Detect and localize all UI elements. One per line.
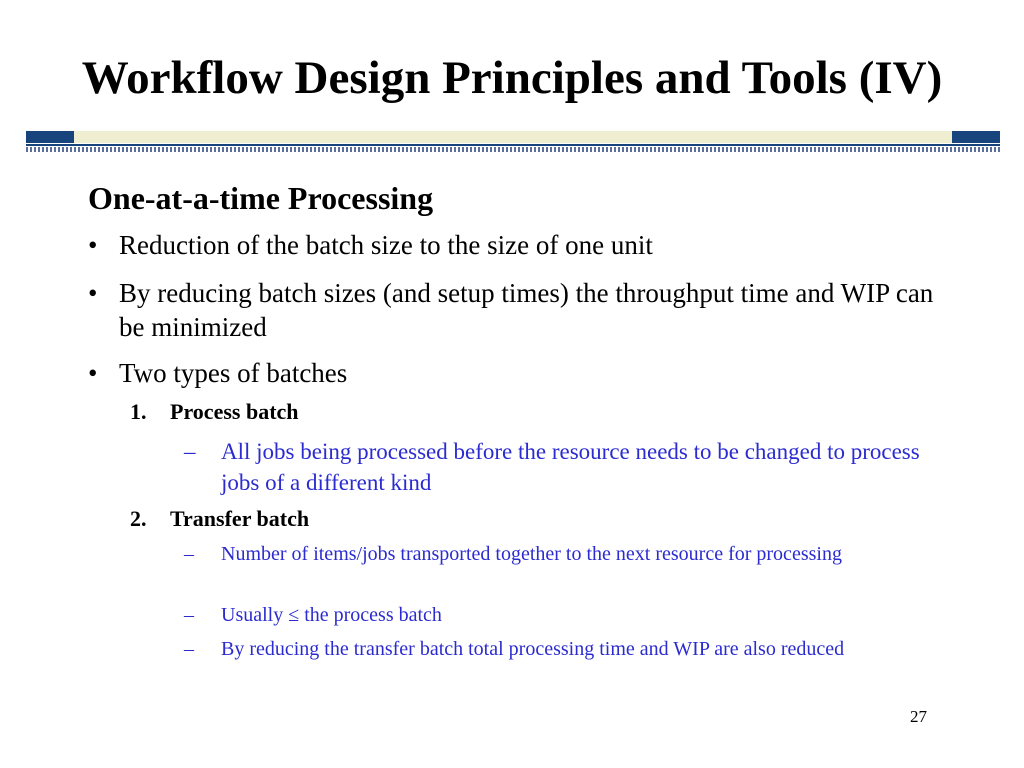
- dash-marker: –: [184, 439, 196, 464]
- dash-marker: –: [184, 543, 194, 565]
- dash-marker: –: [184, 638, 194, 660]
- item-number: 2.: [130, 506, 147, 531]
- page-number: 27: [910, 707, 927, 726]
- sub-item-text: Usually ≤ the process batch: [221, 604, 442, 626]
- bullet-text: Reduction of the batch size to the size of one unit: [119, 230, 653, 260]
- dash-marker: –: [184, 604, 194, 626]
- item-label: Process batch: [170, 399, 299, 424]
- sub-item-text: By reducing the transfer batch total processing time and WIP are also reduced: [221, 638, 845, 660]
- item-number: 1.: [130, 399, 147, 424]
- item-label: Transfer batch: [170, 506, 310, 531]
- bullet-marker: •: [88, 230, 98, 260]
- sub-item-text: Number of items/jobs transported together to the next resource for processing: [221, 543, 842, 565]
- bullet-marker: •: [88, 278, 98, 308]
- slide-title: Workflow Design Principles and Tools (IV): [81, 52, 943, 104]
- section-heading: One-at-a-time Processing: [88, 180, 434, 216]
- bullet-marker: •: [88, 358, 98, 388]
- sub-item-text: All jobs being processed before the resource needs to be changed to process jobs of a different kind: [221, 439, 920, 495]
- bullet-text: Two types of batches: [119, 358, 348, 388]
- bullet-text: By reducing batch sizes (and setup times) the throughput time and WIP can be minimized: [119, 278, 934, 342]
